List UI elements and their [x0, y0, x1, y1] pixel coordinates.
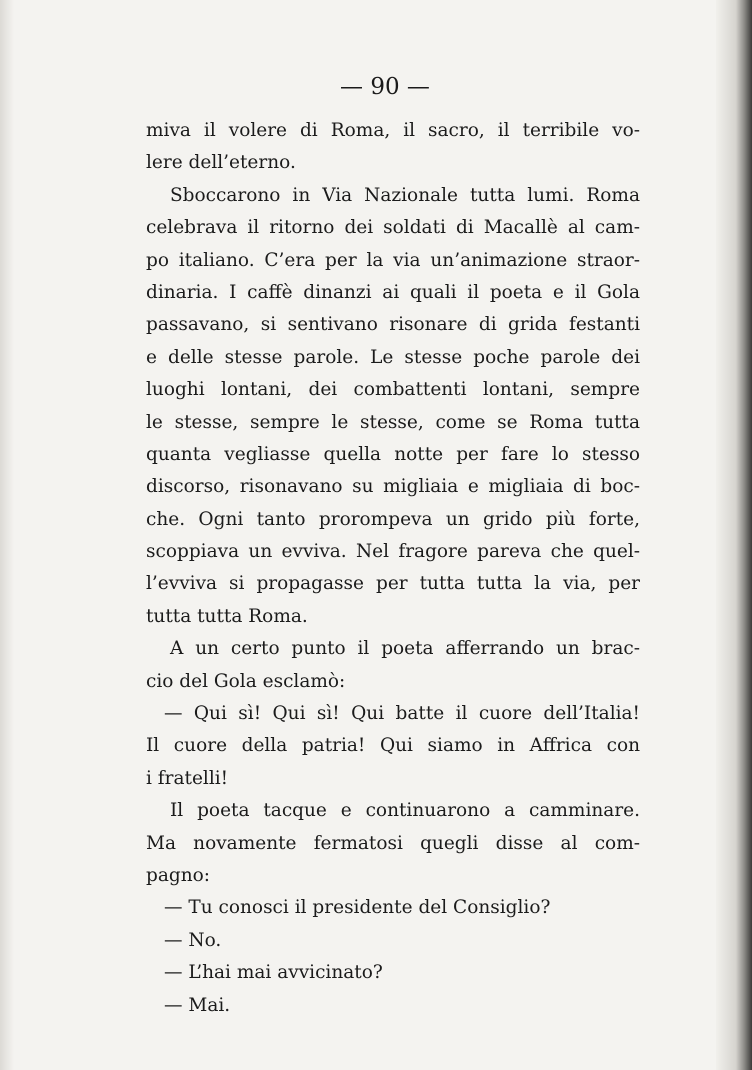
text-line: Il cuore della patria! Qui siamo in Affrica con — [146, 735, 640, 757]
page-number: — 90 — — [340, 74, 430, 100]
text-line: quanta vegliasse quella notte per fare lo stesso — [146, 443, 640, 465]
text-line: lere dell’eterno. — [146, 152, 296, 174]
text-line: i fratelli! — [146, 767, 229, 789]
text-line: tutta tutta Roma. — [146, 605, 308, 627]
text-line: Il poeta tacque e continuarono a camminare. — [170, 800, 640, 822]
text-line: celebrava il ritorno dei soldati di Macallè al cam- — [146, 217, 640, 239]
text-line: dinaria. I caffè dinanzi ai quali il poeta e il Gola — [146, 281, 640, 303]
dialogue-line: — Qui sì! Qui sì! Qui batte il cuore dell’Italia! — [164, 703, 640, 725]
text-line: po italiano. C’era per la via un’animazione straor- — [146, 249, 640, 271]
text-line: A un certo punto il poeta afferrando un brac- — [170, 638, 640, 660]
text-line: e delle stesse parole. Le stesse poche parole dei — [146, 346, 640, 368]
page-gutter-shadow — [0, 0, 14, 1070]
text-line: passavano, si sentivano risonare di grida festanti — [146, 314, 640, 336]
body-text — [146, 115, 640, 1022]
dialogue-line: — Mai. — [164, 994, 231, 1016]
text-line: luoghi lontani, dei combattenti lontani, sempre — [146, 379, 640, 401]
text-line: miva il volere di Roma, il sacro, il terribile vo- — [146, 120, 640, 141]
text-line: che. Ogni tanto prorompeva un grido più forte, — [146, 508, 640, 530]
text-line: pagno: — [146, 864, 211, 886]
dialogue-line: — Tu conosci il presidente del Consiglio? — [164, 897, 551, 919]
text-line: discorso, risonavano su migliaia e migliaia di boc- — [146, 476, 640, 498]
text-line: le stesse, sempre le stesse, come se Roma tutta — [146, 411, 640, 433]
text-line: cio del Gola esclamò: — [146, 670, 346, 692]
text-line: Sboccarono in Via Nazionale tutta lumi. Roma — [170, 184, 640, 206]
page-edge-shadow — [716, 0, 752, 1070]
text-line: l’evviva si propagasse per tutta tutta la via, per — [146, 573, 640, 595]
dialogue-line: — No. — [164, 929, 222, 951]
text-line: Ma novamente fermatosi quegli disse al com- — [146, 832, 640, 854]
text-line: scoppiava un evviva. Nel fragore pareva che quel- — [146, 541, 640, 563]
dialogue-line: — L’hai mai avvicinato? — [164, 962, 383, 984]
